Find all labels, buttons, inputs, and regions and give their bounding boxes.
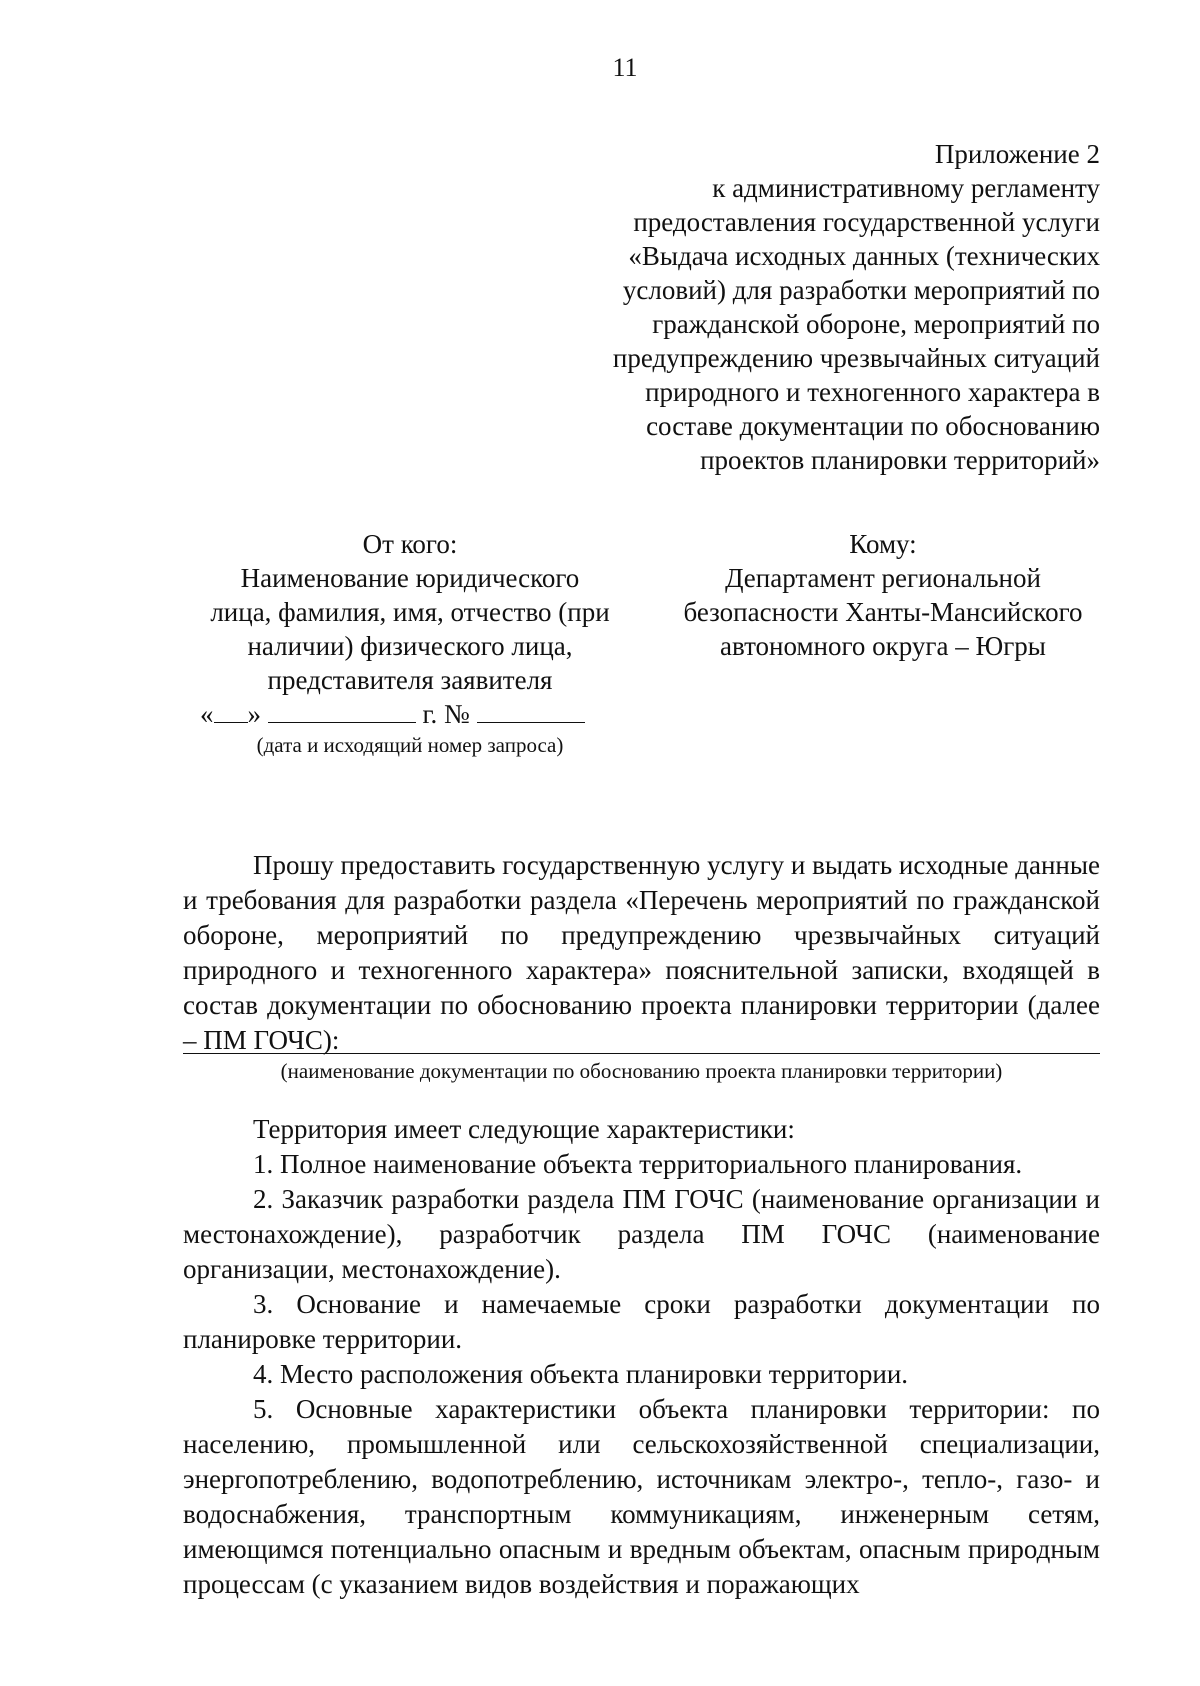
- appendix-line: проектов планировки территорий»: [700, 445, 1100, 475]
- number-label: г. №: [422, 699, 470, 729]
- documentation-name-blank-line: [183, 1053, 1100, 1054]
- appendix-line: предоставления государственной услуги: [633, 207, 1100, 237]
- appendix-line: «Выдача исходных данных (технических: [628, 241, 1100, 271]
- to-block: [668, 527, 1098, 663]
- from-block: [190, 527, 630, 759]
- documentation-name-caption: (наименование документации по обоснованию проекта планировки территории): [280, 1059, 1003, 1083]
- appendix-line: природного и техногенного характера в: [645, 377, 1100, 407]
- date-open-quote: «: [200, 699, 214, 729]
- characteristics-item: 1. Полное наименование объекта территориального планирования.: [253, 1149, 1023, 1179]
- page-number: 11: [612, 53, 638, 82]
- characteristics-item: 3. Основание и намечаемые сроки разработки документации по планировке территории.: [183, 1289, 1100, 1354]
- date-number-caption: (дата и исходящий номер запроса): [256, 733, 564, 757]
- appendix-header: [480, 137, 1100, 477]
- request-paragraph: Прошу предоставить государственную услугу и выдать исходные данные и требования для разработки раздела «Перечень мероприятий по гражданской обороне, мероприятий по предупреждению чрезвычайных ситуаций природного и техногенного характера» пояснительной записки, входящей в состав документации по обоснованию проекта планировки территории (далее – ПМ ГОЧС):: [183, 850, 1100, 1055]
- to-heading: Кому:: [849, 529, 917, 559]
- to-line: автономного округа – Югры: [720, 631, 1046, 661]
- characteristics-section: [183, 1112, 1100, 1602]
- from-line: наличии) физического лица,: [247, 631, 573, 661]
- characteristics-intro: Территория имеет следующие характеристики:: [253, 1114, 795, 1144]
- request-number-blank: [477, 700, 585, 723]
- characteristics-item: 5. Основные характеристики объекта планировки территории: по населению, промышленной или сельскохозяйственной специализации, энергопотреблению, водопотреблению, источникам электро-, тепло-, газо- и водоснабжения, транспортным коммуникациям, инженерным сетям, имеющимся потенциально опасным и вредным объектам, опасным природным процессам (с указанием видов воздействия и поражающих: [183, 1394, 1100, 1599]
- from-line: представителя заявителя: [267, 665, 553, 695]
- appendix-line: к административному регламенту: [712, 173, 1100, 203]
- date-month-year-blank: [268, 700, 416, 723]
- appendix-line: предупреждению чрезвычайных ситуаций: [612, 343, 1100, 373]
- from-line: лица, фамилия, имя, отчество (при: [210, 597, 610, 627]
- characteristics-item: 4. Место расположения объекта планировки территории.: [253, 1359, 909, 1389]
- appendix-line: Приложение 2: [934, 139, 1100, 169]
- request-paragraph-block: [183, 848, 1100, 1058]
- appendix-line: составе документации по обоснованию: [646, 411, 1100, 441]
- to-line: Департамент региональной: [725, 563, 1041, 593]
- to-line: безопасности Ханты-Мансийского: [683, 597, 1083, 627]
- request-date-number-line: [190, 697, 630, 731]
- characteristics-item: 2. Заказчик разработки раздела ПМ ГОЧС (наименование организации и местонахождение), разработчик раздела ПМ ГОЧС (наименование организации, местонахождение).: [183, 1184, 1100, 1284]
- from-line: Наименование юридического: [240, 563, 580, 593]
- date-close-quote: »: [247, 699, 261, 729]
- date-day-blank: [214, 700, 248, 723]
- appendix-line: условий) для разработки мероприятий по: [622, 275, 1100, 305]
- from-heading: От кого:: [362, 529, 458, 559]
- appendix-line: гражданской обороне, мероприятий по: [652, 309, 1100, 339]
